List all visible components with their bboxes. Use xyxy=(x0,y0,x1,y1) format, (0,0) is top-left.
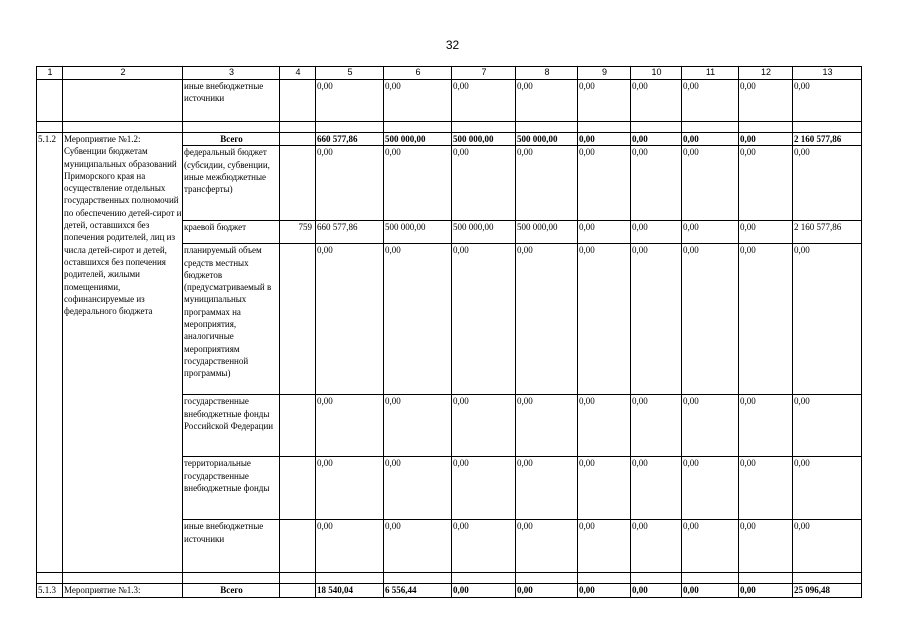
value-cell: 2 160 577,86 xyxy=(793,133,862,146)
value-cell: 0,00 xyxy=(631,457,682,520)
funding-source-cell: федеральный бюджет (субсидии, субвенции, иные межбюджетные трансферты) xyxy=(183,146,280,221)
value-cell: 0,00 xyxy=(384,457,452,520)
value-cell: 0,00 xyxy=(739,520,793,573)
funding-source-cell: государственные внебюджетные фонды Российской Федерации xyxy=(183,395,280,457)
value-cell: 0,00 xyxy=(631,133,682,146)
column-number: 7 xyxy=(452,67,516,80)
column-number: 2 xyxy=(63,67,183,80)
value-cell: 2 160 577,86 xyxy=(793,221,862,244)
value-cell: 0,00 xyxy=(631,80,682,122)
measure-cell: Мероприятие №1.2: Субвенции бюджетам муниципальных образований Приморского края на осуществление отдельных государственных полномочий по обеспечению детей-сирот и детей, оставшихся без попечения родителей, лиц из числа детей-сирот и детей, оставшихся без попечения родителей, жилыми помещениями, софинансируемые из федерального бюджета xyxy=(63,133,183,573)
table-row-total xyxy=(37,584,862,597)
value-cell: 0,00 xyxy=(631,244,682,395)
funding-source-cell: территориальные государственные внебюджетные фонды xyxy=(183,457,280,520)
value-cell: 0,00 xyxy=(631,395,682,457)
value-cell: 0,00 xyxy=(516,395,578,457)
code-cell xyxy=(280,244,316,395)
value-cell: 500 000,00 xyxy=(452,221,516,244)
value-cell: 0,00 xyxy=(631,520,682,573)
column-number: 9 xyxy=(578,67,631,80)
value-cell: 0,00 xyxy=(384,395,452,457)
funding-source-cell: иные внебюджетные источники xyxy=(183,520,280,573)
column-number: 3 xyxy=(183,67,280,80)
value-cell: 0,00 xyxy=(516,244,578,395)
item-number-cell: 5.1.3 xyxy=(37,584,63,597)
value-cell: 0,00 xyxy=(578,584,631,597)
value-cell: 0,00 xyxy=(793,146,862,221)
value-cell: 500 000,00 xyxy=(516,221,578,244)
value-cell: 0,00 xyxy=(739,221,793,244)
code-cell xyxy=(280,457,316,520)
value-cell: 0,00 xyxy=(316,244,384,395)
column-number: 10 xyxy=(631,67,682,80)
row-gap xyxy=(37,122,862,133)
value-cell: 0,00 xyxy=(452,146,516,221)
value-cell: 500 000,00 xyxy=(452,133,516,146)
value-cell: 0,00 xyxy=(452,457,516,520)
value-cell: 0,00 xyxy=(316,395,384,457)
measure-cell: Мероприятие №1.3: xyxy=(63,584,183,597)
value-cell: 0,00 xyxy=(316,520,384,573)
code-cell xyxy=(280,133,316,146)
value-cell: 0,00 xyxy=(516,146,578,221)
value-cell: 0,00 xyxy=(578,244,631,395)
column-number: 5 xyxy=(316,67,384,80)
value-cell: 0,00 xyxy=(739,457,793,520)
value-cell: 0,00 xyxy=(793,244,862,395)
column-number: 8 xyxy=(516,67,578,80)
value-cell: 25 096,48 xyxy=(793,584,862,597)
code-cell xyxy=(280,395,316,457)
page-number: 32 xyxy=(445,38,460,52)
value-cell: 6 556,44 xyxy=(384,584,452,597)
column-number: 4 xyxy=(280,67,316,80)
column-number: 1 xyxy=(37,67,63,80)
value-cell: 0,00 xyxy=(516,584,578,597)
value-cell: 0,00 xyxy=(452,584,516,597)
value-cell: 0,00 xyxy=(516,520,578,573)
value-cell: 0,00 xyxy=(578,80,631,122)
value-cell: 0,00 xyxy=(578,520,631,573)
value-cell: 0,00 xyxy=(682,133,739,146)
code-cell xyxy=(280,80,316,122)
value-cell: 0,00 xyxy=(793,80,862,122)
funding-source-cell: иные внебюджетные источники xyxy=(183,80,280,122)
value-cell: 0,00 xyxy=(682,457,739,520)
value-cell: 0,00 xyxy=(682,395,739,457)
value-cell: 0,00 xyxy=(452,520,516,573)
value-cell: 0,00 xyxy=(682,146,739,221)
value-cell: 500 000,00 xyxy=(516,133,578,146)
table-row xyxy=(37,80,862,122)
value-cell: 0,00 xyxy=(578,457,631,520)
value-cell: 0,00 xyxy=(793,457,862,520)
value-cell: 0,00 xyxy=(739,133,793,146)
value-cell: 18 540,04 xyxy=(316,584,384,597)
funding-source-cell: Всего xyxy=(183,133,280,146)
value-cell: 0,00 xyxy=(631,221,682,244)
item-number-cell: 5.1.2 xyxy=(37,133,63,573)
value-cell: 0,00 xyxy=(578,221,631,244)
measure-cell xyxy=(63,80,183,122)
column-number: 12 xyxy=(739,67,793,80)
value-cell: 0,00 xyxy=(384,80,452,122)
value-cell: 660 577,86 xyxy=(316,221,384,244)
row-gap xyxy=(37,573,862,584)
value-cell: 0,00 xyxy=(578,395,631,457)
value-cell: 0,00 xyxy=(384,520,452,573)
column-number-row xyxy=(37,67,862,80)
value-cell: 0,00 xyxy=(793,395,862,457)
value-cell: 0,00 xyxy=(631,146,682,221)
value-cell: 0,00 xyxy=(793,520,862,573)
value-cell: 0,00 xyxy=(316,146,384,221)
value-cell: 0,00 xyxy=(452,80,516,122)
value-cell: 0,00 xyxy=(452,395,516,457)
value-cell: 0,00 xyxy=(739,395,793,457)
column-number: 11 xyxy=(682,67,739,80)
value-cell: 0,00 xyxy=(452,244,516,395)
code-cell xyxy=(280,146,316,221)
value-cell: 0,00 xyxy=(739,584,793,597)
value-cell: 0,00 xyxy=(578,146,631,221)
value-cell: 0,00 xyxy=(739,244,793,395)
code-cell xyxy=(280,584,316,597)
budget-table xyxy=(36,66,862,598)
value-cell: 0,00 xyxy=(631,584,682,597)
item-number-cell xyxy=(37,80,63,122)
value-cell: 0,00 xyxy=(316,457,384,520)
value-cell: 0,00 xyxy=(739,146,793,221)
funding-source-cell: краевой бюджет xyxy=(183,221,280,244)
value-cell: 0,00 xyxy=(316,80,384,122)
funding-source-cell: Всего xyxy=(183,584,280,597)
value-cell: 0,00 xyxy=(516,457,578,520)
code-cell xyxy=(280,520,316,573)
value-cell: 0,00 xyxy=(682,520,739,573)
column-number: 13 xyxy=(793,67,862,80)
value-cell: 0,00 xyxy=(682,221,739,244)
value-cell: 0,00 xyxy=(516,80,578,122)
value-cell: 0,00 xyxy=(682,80,739,122)
value-cell: 0,00 xyxy=(682,244,739,395)
column-number: 6 xyxy=(384,67,452,80)
value-cell: 0,00 xyxy=(384,244,452,395)
value-cell: 0,00 xyxy=(739,80,793,122)
value-cell: 0,00 xyxy=(384,146,452,221)
value-cell: 500 000,00 xyxy=(384,133,452,146)
value-cell: 660 577,86 xyxy=(316,133,384,146)
table-row-total xyxy=(37,133,862,146)
code-cell: 759 xyxy=(280,221,316,244)
value-cell: 0,00 xyxy=(578,133,631,146)
value-cell: 0,00 xyxy=(682,584,739,597)
value-cell: 500 000,00 xyxy=(384,221,452,244)
funding-source-cell: планируемый объем средств местных бюджетов (предусматриваемый в муниципальных программах на мероприятия, аналогичные мероприятиям государственной программы) xyxy=(183,244,280,395)
